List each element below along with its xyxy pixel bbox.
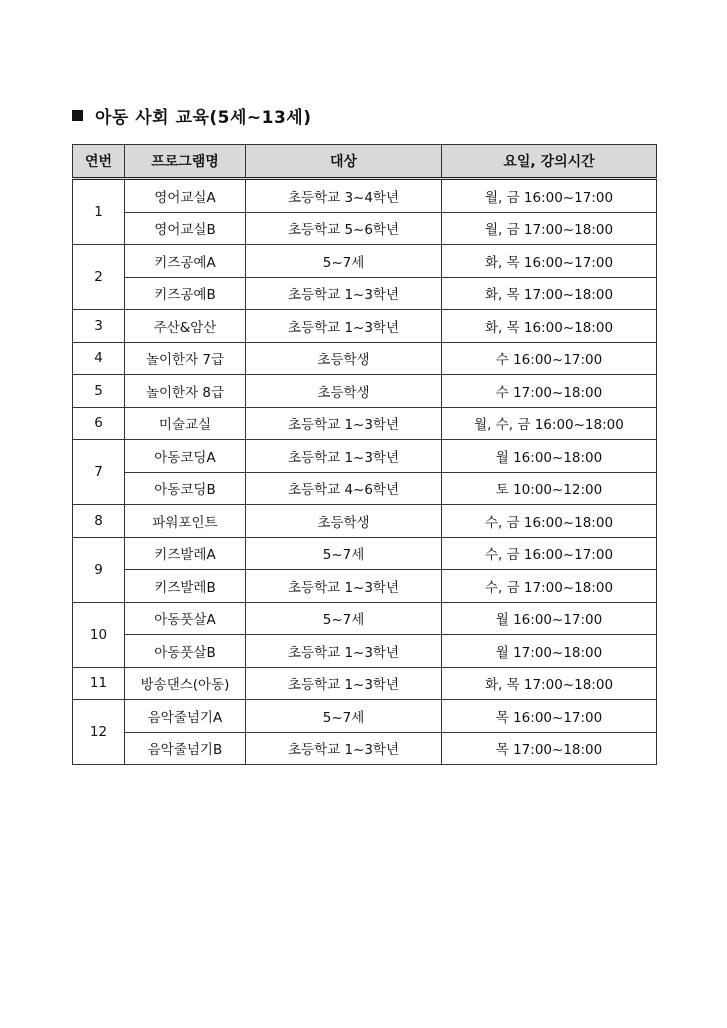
target-cell: 5~7세 <box>246 700 442 733</box>
target-cell: 5~7세 <box>246 602 442 635</box>
program-name-cell: 방송댄스(아동) <box>125 667 246 700</box>
table-row <box>73 732 657 765</box>
schedule-time-cell: 수, 금 17:00~18:00 <box>442 570 657 603</box>
program-name-cell: 음악줄넘기A <box>125 700 246 733</box>
table-header-row <box>73 145 657 179</box>
program-name-cell: 아동코딩A <box>125 440 246 473</box>
table-row <box>73 635 657 668</box>
table-row <box>73 212 657 245</box>
schedule-time-cell: 토 10:00~12:00 <box>442 472 657 505</box>
schedule-time-cell: 화, 목 16:00~17:00 <box>442 245 657 278</box>
target-cell: 초등학교 1~3학년 <box>246 310 442 343</box>
schedule-time-cell: 목 17:00~18:00 <box>442 732 657 765</box>
program-name-cell: 키즈공예B <box>125 277 246 310</box>
table-row <box>73 570 657 603</box>
program-name-cell: 키즈공예A <box>125 245 246 278</box>
target-cell: 초등학교 3~4학년 <box>246 179 442 213</box>
row-number-cell: 5 <box>73 375 125 408</box>
target-cell: 초등학교 5~6학년 <box>246 212 442 245</box>
header-number: 연번 <box>73 145 125 179</box>
target-cell: 초등학교 1~3학년 <box>246 407 442 440</box>
header-target: 대상 <box>246 145 442 179</box>
target-cell: 초등학생 <box>246 505 442 538</box>
table-row <box>73 407 657 440</box>
program-name-cell: 아동풋살B <box>125 635 246 668</box>
target-cell: 초등학교 1~3학년 <box>246 277 442 310</box>
table-row <box>73 375 657 408</box>
program-name-cell: 미술교실 <box>125 407 246 440</box>
row-number-cell: 10 <box>73 602 125 667</box>
table-row <box>73 602 657 635</box>
schedule-time-cell: 목 16:00~17:00 <box>442 700 657 733</box>
table-row <box>73 277 657 310</box>
schedule-time-cell: 화, 목 17:00~18:00 <box>442 667 657 700</box>
schedule-time-cell: 수, 금 16:00~17:00 <box>442 537 657 570</box>
program-name-cell: 놀이한자 7급 <box>125 342 246 375</box>
target-cell: 초등학생 <box>246 342 442 375</box>
schedule-time-cell: 수, 금 16:00~18:00 <box>442 505 657 538</box>
square-bullet-icon <box>72 110 83 121</box>
schedule-time-cell: 월, 금 16:00~17:00 <box>442 179 657 213</box>
table-row <box>73 667 657 700</box>
target-cell: 초등학교 1~3학년 <box>246 732 442 765</box>
row-number-cell: 11 <box>73 667 125 700</box>
header-program: 프로그램명 <box>125 145 246 179</box>
header-schedule: 요일, 강의시간 <box>442 145 657 179</box>
program-name-cell: 놀이한자 8급 <box>125 375 246 408</box>
row-number-cell: 1 <box>73 179 125 245</box>
target-cell: 초등학교 1~3학년 <box>246 635 442 668</box>
program-name-cell: 아동코딩B <box>125 472 246 505</box>
target-cell: 5~7세 <box>246 537 442 570</box>
table-row <box>73 537 657 570</box>
schedule-time-cell: 수 16:00~17:00 <box>442 342 657 375</box>
schedule-time-cell: 화, 목 17:00~18:00 <box>442 277 657 310</box>
program-name-cell: 음악줄넘기B <box>125 732 246 765</box>
schedule-time-cell: 월, 수, 금 16:00~18:00 <box>442 407 657 440</box>
target-cell: 초등학생 <box>246 375 442 408</box>
table-body <box>73 179 657 765</box>
table-row <box>73 342 657 375</box>
row-number-cell: 12 <box>73 700 125 765</box>
table-row <box>73 440 657 473</box>
program-name-cell: 영어교실B <box>125 212 246 245</box>
table-row <box>73 245 657 278</box>
row-number-cell: 3 <box>73 310 125 343</box>
table-row <box>73 505 657 538</box>
row-number-cell: 7 <box>73 440 125 505</box>
section-title-text: 아동 사회 교육(5세~13세) <box>95 107 312 128</box>
row-number-cell: 9 <box>73 537 125 602</box>
target-cell: 초등학교 4~6학년 <box>246 472 442 505</box>
program-name-cell: 파워포인트 <box>125 505 246 538</box>
program-name-cell: 주산&암산 <box>125 310 246 343</box>
program-name-cell: 영어교실A <box>125 179 246 213</box>
table-row <box>73 310 657 343</box>
program-schedule-table <box>72 144 657 765</box>
row-number-cell: 2 <box>73 245 125 310</box>
table-row <box>73 179 657 213</box>
target-cell: 초등학교 1~3학년 <box>246 440 442 473</box>
schedule-time-cell: 월 17:00~18:00 <box>442 635 657 668</box>
target-cell: 초등학교 1~3학년 <box>246 667 442 700</box>
row-number-cell: 4 <box>73 342 125 375</box>
target-cell: 초등학교 1~3학년 <box>246 570 442 603</box>
program-name-cell: 아동풋살A <box>125 602 246 635</box>
schedule-time-cell: 월 16:00~18:00 <box>442 440 657 473</box>
section-title <box>72 100 311 130</box>
schedule-time-cell: 수 17:00~18:00 <box>442 375 657 408</box>
program-name-cell: 키즈발레B <box>125 570 246 603</box>
schedule-time-cell: 월 16:00~17:00 <box>442 602 657 635</box>
table-row <box>73 700 657 733</box>
table-row <box>73 472 657 505</box>
target-cell: 5~7세 <box>246 245 442 278</box>
schedule-time-cell: 월, 금 17:00~18:00 <box>442 212 657 245</box>
row-number-cell: 8 <box>73 505 125 538</box>
program-name-cell: 키즈발레A <box>125 537 246 570</box>
row-number-cell: 6 <box>73 407 125 440</box>
schedule-time-cell: 화, 목 16:00~18:00 <box>442 310 657 343</box>
